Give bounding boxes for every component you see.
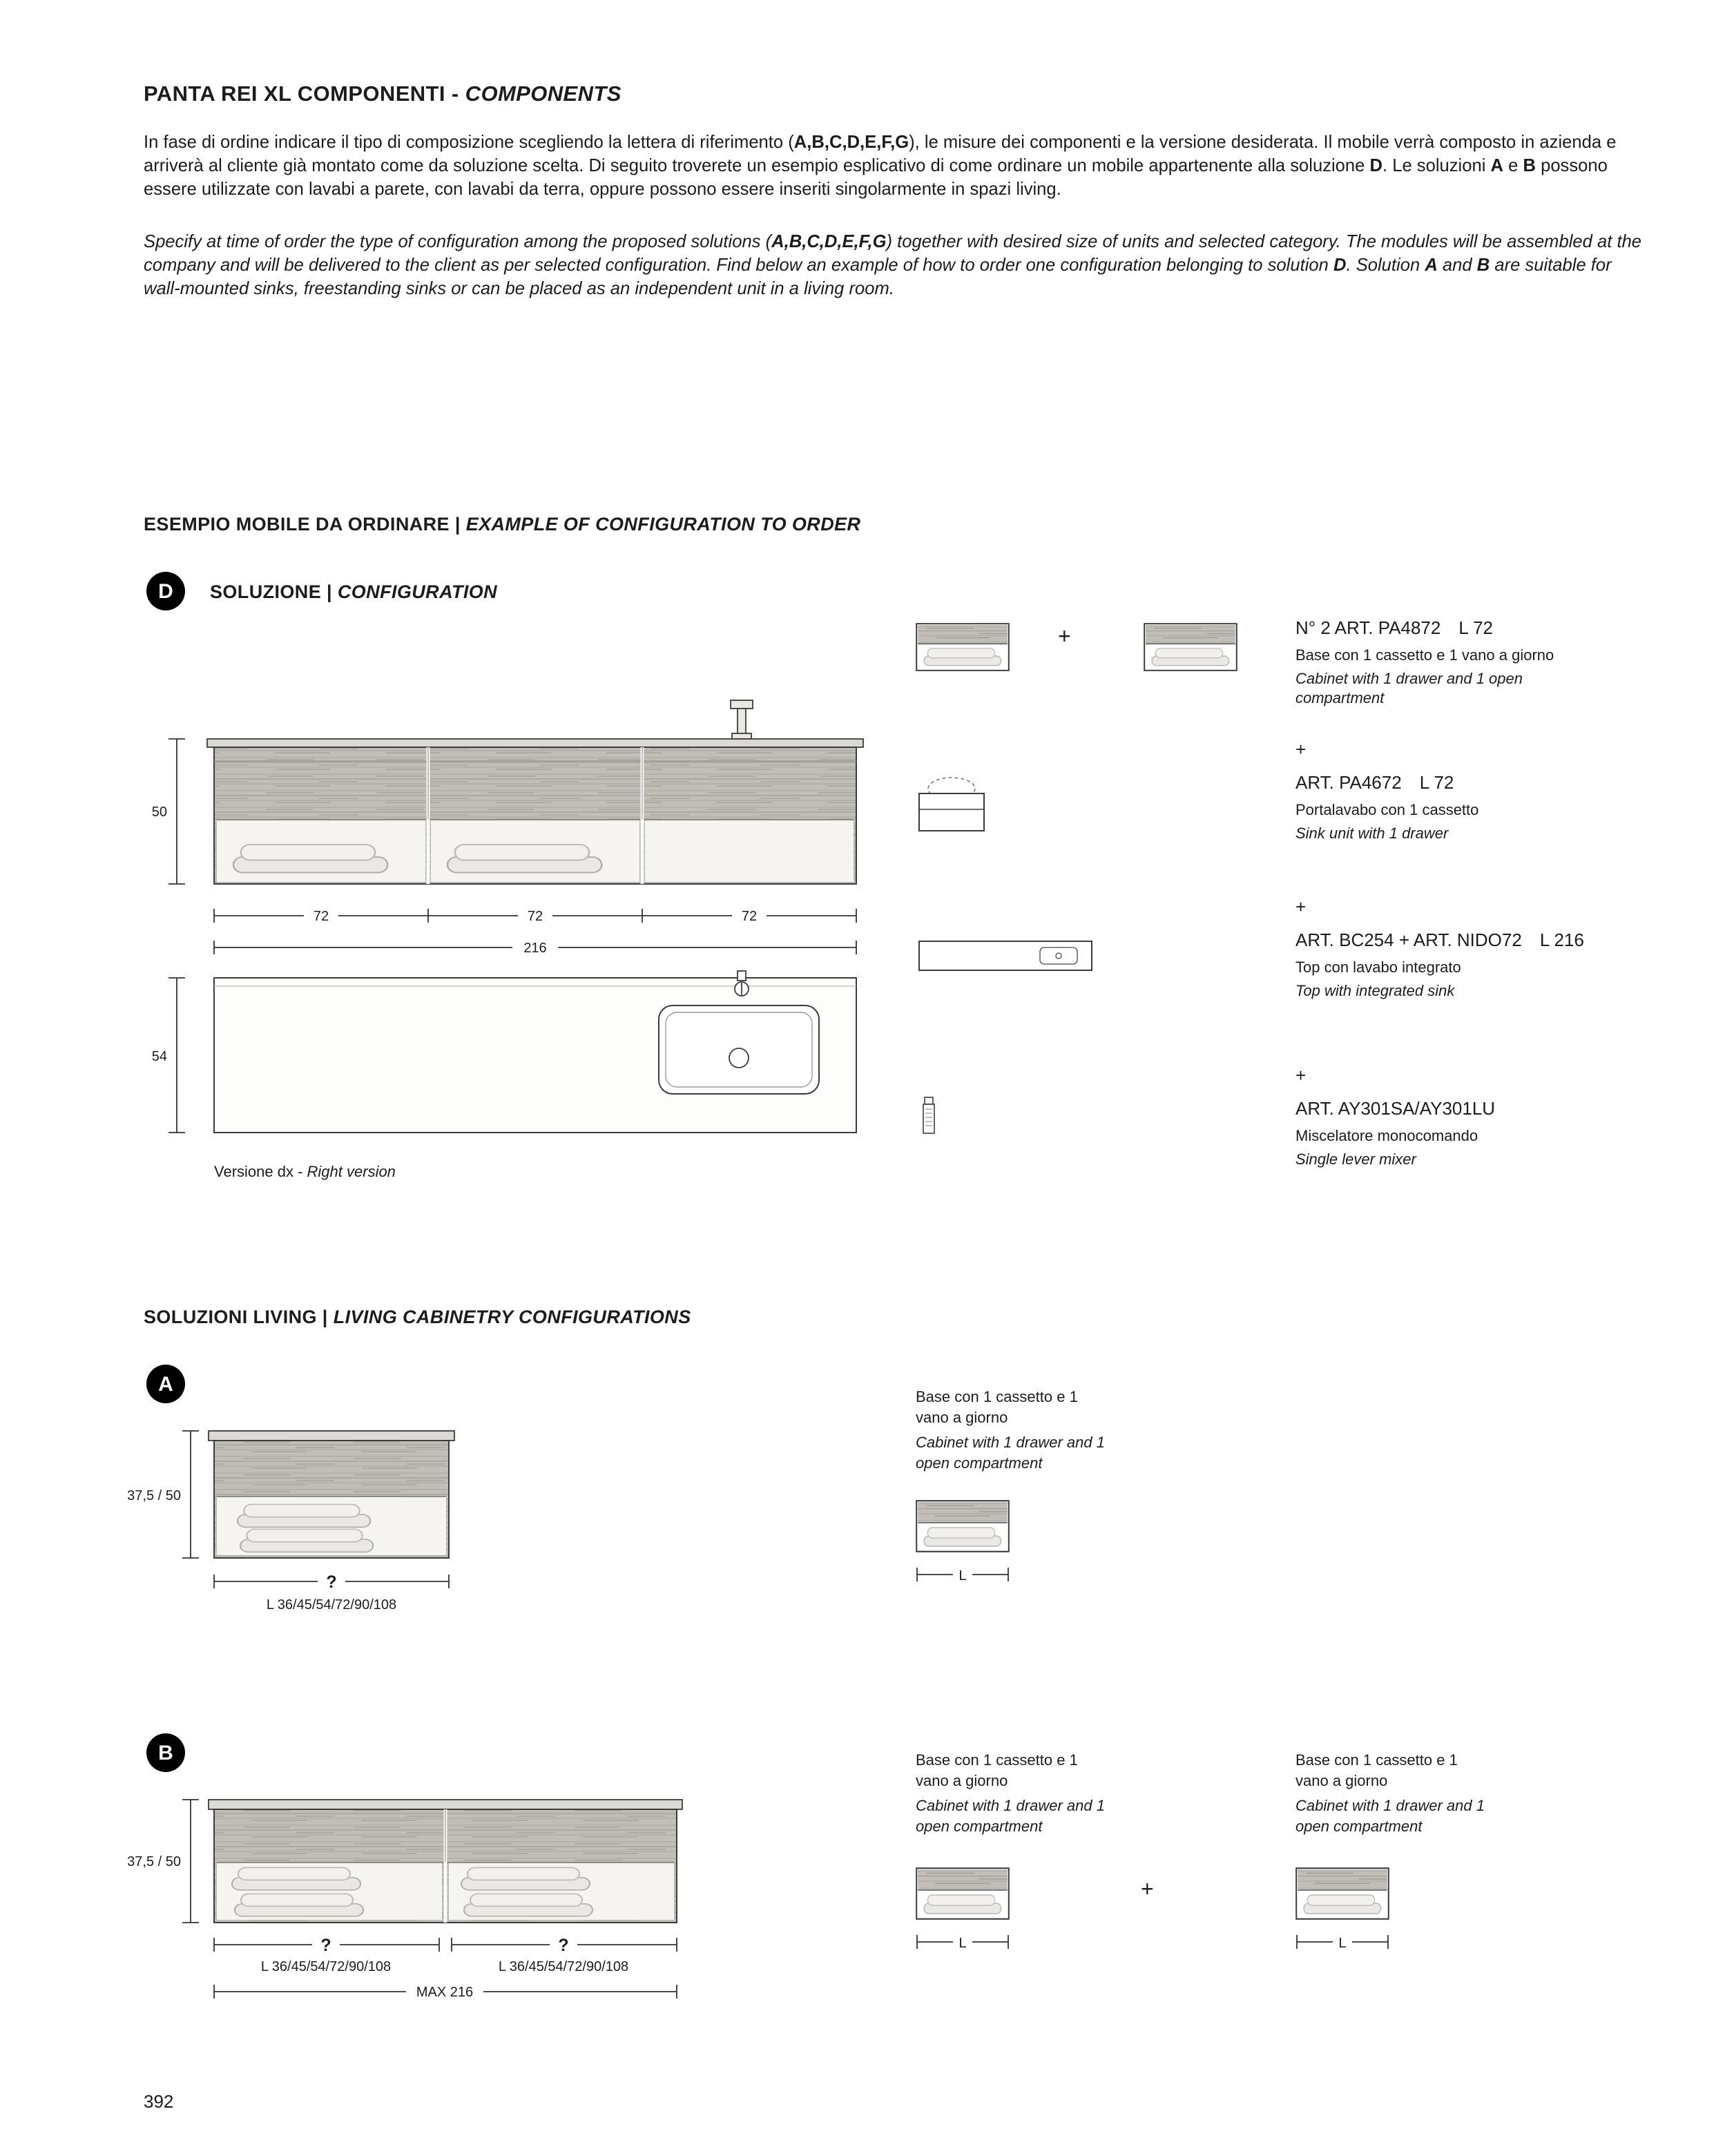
height-dimension-label: 37,5 / 50 <box>127 1488 181 1503</box>
component-item-1 <box>1295 617 1592 709</box>
article-size: L 72 <box>1458 617 1493 638</box>
towels-icon <box>238 1504 370 1527</box>
solution-b-drawing <box>122 1789 715 2017</box>
article-code: ART. BC254 + ART. NIDO72 <box>1295 930 1522 950</box>
height-dimension-label: 50 <box>151 805 167 820</box>
height-dimension-line <box>182 1800 199 1923</box>
article-code: ART. AY301SA/AY301LU <box>1295 1098 1496 1119</box>
plus-sign: + <box>1141 1878 1154 1902</box>
component-item-4 <box>1295 1065 1592 1170</box>
page-number: 392 <box>144 2091 174 2112</box>
width-options-label: L 36/45/54/72/90/108 <box>498 1959 629 1974</box>
faucet-icon <box>731 700 753 739</box>
solution-a-description <box>916 1388 1109 1474</box>
cabinet-front-icon <box>916 1500 1010 1552</box>
height-dimension-line <box>182 1431 199 1558</box>
sink-unit-icon <box>916 768 987 834</box>
plan-faucet-icon <box>735 971 749 996</box>
width-dimension-2: 72 <box>527 909 543 924</box>
plus-sign: + <box>1295 896 1307 917</box>
solution-b-left-description <box>916 1751 1109 1837</box>
length-dimension-label: L <box>1338 1936 1347 1951</box>
description-english: Cabinet with 1 drawer and 1 open compartment <box>916 1435 1105 1472</box>
cabinet-top-slab <box>209 1431 454 1441</box>
article-size: L 72 <box>1419 772 1454 793</box>
width-dimension-1: 72 <box>313 909 329 924</box>
intro-paragraph-english: Specify at time of order the type of configuration among the proposed solutions (A,B,C,D,E,F,G) together with desired size of units and selected category. The modules will be assembled at the company and will be delivered to the client as per selected configuration. Find below an example of how to order one configuration belonging to solution D. Solution A and B are suitable for wall-mounted sinks, freestanding sinks or can be placed as an independent unit in a living room. <box>144 231 1642 298</box>
depth-dimension-label: 54 <box>151 1049 167 1064</box>
depth-dimension-line <box>168 978 185 1133</box>
integrated-sink <box>659 1005 819 1094</box>
towels-icon <box>235 1894 363 1916</box>
description-italian: Top con lavabo integrato <box>1295 960 1461 976</box>
solution-b-badge: B <box>146 1733 185 1772</box>
length-dimension <box>1295 1931 1389 1953</box>
description-english: Cabinet with 1 drawer and 1 open compartment <box>1295 671 1523 707</box>
total-width-dimension-label: 216 <box>523 941 547 956</box>
open-compartment <box>645 819 854 882</box>
height-dimension-label: 37,5 / 50 <box>127 1854 181 1869</box>
description-italian: Miscelatore monocomando <box>1295 1128 1478 1145</box>
solution-d-badge: D <box>146 572 185 610</box>
length-dimension-label: L <box>958 1936 967 1951</box>
drawing-caption: Versione dx - Right version <box>214 1164 396 1181</box>
unknown-width-label: ? <box>558 1936 569 1955</box>
width-dimension-3: 72 <box>741 909 758 924</box>
washbasin-top-icon <box>918 934 1092 975</box>
description-italian: Base con 1 cassetto e 1 vano a giorno <box>1295 1753 1458 1789</box>
unknown-width-label: ? <box>326 1572 337 1592</box>
article-code: ART. PA4672 <box>1295 772 1402 793</box>
solution-b-right-description <box>1295 1751 1489 1837</box>
cabinet-front-icon <box>1295 1867 1389 1920</box>
article-size: L 216 <box>1539 930 1584 950</box>
plus-sign: + <box>1058 626 1071 649</box>
page-title: PANTA REI XL COMPONENTI - COMPONENTS <box>144 83 621 106</box>
solution-a-badge: A <box>146 1365 185 1403</box>
height-dimension-line <box>168 739 185 884</box>
plus-sign: + <box>1295 1065 1307 1086</box>
length-dimension-label: L <box>958 1568 967 1584</box>
max-width-dimension-label: MAX 216 <box>416 1985 474 2000</box>
width-options-label: L 36/45/54/72/90/108 <box>260 1959 392 1974</box>
cabinet-front-icon <box>1144 623 1237 671</box>
description-english: Cabinet with 1 drawer and 1 open compartment <box>1295 1798 1485 1835</box>
length-dimension <box>916 1563 1010 1586</box>
cabinet-plan-drawing <box>145 967 870 1160</box>
cabinet-top-slab <box>209 1800 682 1809</box>
component-item-2 <box>1295 739 1592 844</box>
towels-icon <box>447 845 601 873</box>
width-options-label: L 36/45/54/72/90/108 <box>266 1597 397 1613</box>
description-english: Sink unit with 1 drawer <box>1295 825 1449 842</box>
description-english: Cabinet with 1 drawer and 1 open compartment <box>916 1798 1105 1835</box>
unknown-width-label: ? <box>320 1936 331 1955</box>
towels-icon <box>461 1867 590 1889</box>
description-italian: Base con 1 cassetto e 1 vano a giorno <box>1295 648 1554 664</box>
intro-paragraph-italian: In fase di ordine indicare il tipo di composizione scegliendo la lettera di riferimento (A,B,C,D,E,F,G), le misure dei componenti e la versione desiderata. Il mobile verrà composto in azienda e arriverà al cliente già montato come da soluzione scelta. Di seguito troverete un esempio esplicativo di come ordinare un mobile appartenente alla soluzione D. Le soluzioni A e B possono essere utilizzate con lavabi a parete, con lavabi da terra, oppure possono essere inseriti singolarmente in spazi living. <box>144 131 1617 199</box>
towels-icon <box>464 1894 592 1916</box>
cabinet-top-slab <box>207 739 863 747</box>
description-italian: Base con 1 cassetto e 1 vano a giorno <box>916 1753 1078 1789</box>
solution-d-subheading: SOLUZIONE | CONFIGURATION <box>210 581 498 602</box>
plus-sign: + <box>1295 739 1307 760</box>
cabinet-front-icon <box>916 623 1010 671</box>
description-italian: Base con 1 cassetto e 1 vano a giorno <box>916 1389 1078 1426</box>
towels-icon <box>233 845 387 873</box>
towels-icon <box>232 1867 360 1889</box>
cabinet-elevation-drawing <box>145 688 870 964</box>
towels-icon <box>240 1529 373 1552</box>
example-section-heading: ESEMPIO MOBILE DA ORDINARE | EXAMPLE OF CONFIGURATION TO ORDER <box>144 514 861 535</box>
description-english: Single lever mixer <box>1295 1151 1416 1168</box>
cabinet-front-icon <box>916 1867 1010 1920</box>
description-english: Top with integrated sink <box>1295 983 1455 999</box>
component-item-3 <box>1295 896 1592 1001</box>
module-width-dimension-line <box>214 1938 677 1952</box>
description-italian: Portalavabo con 1 cassetto <box>1295 802 1479 819</box>
length-dimension <box>916 1931 1010 1953</box>
mixer-tap-icon <box>918 1095 938 1137</box>
solution-a-drawing <box>122 1420 508 1627</box>
article-code: N° 2 ART. PA4872 <box>1295 617 1441 638</box>
living-section-heading: SOLUZIONI LIVING | LIVING CABINETRY CONFIGURATIONS <box>144 1307 691 1327</box>
